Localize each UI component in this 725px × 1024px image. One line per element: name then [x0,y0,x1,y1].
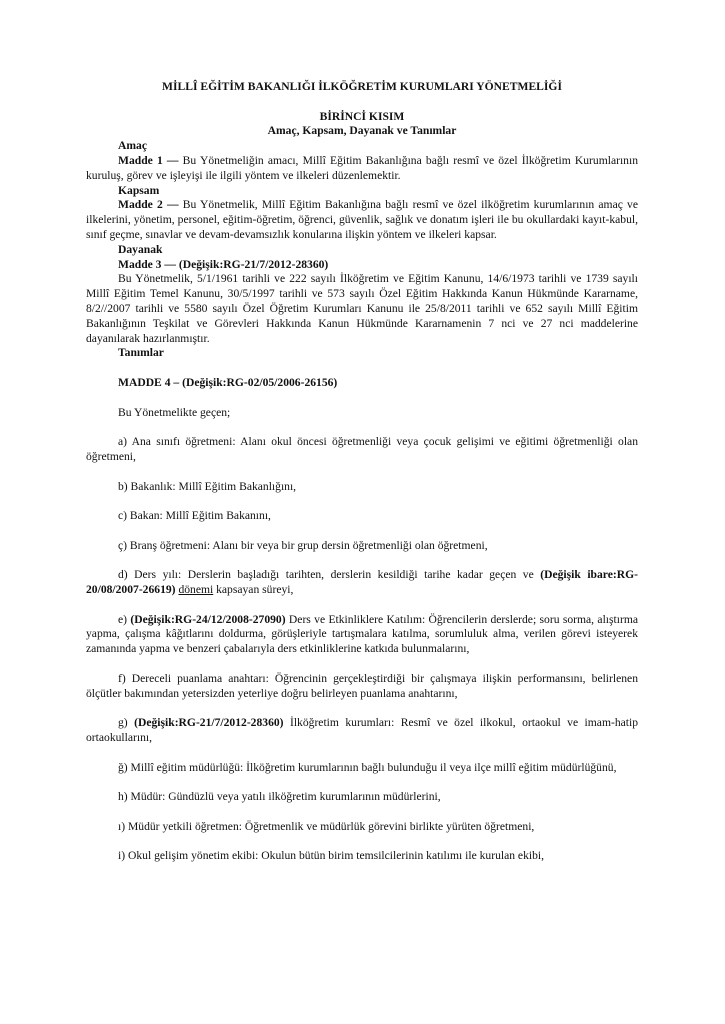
definition-g-letter: g) [118,716,135,730]
spacer [86,657,638,672]
definition-e-letter: e) [118,612,131,626]
section-heading-dayanak: Dayanak [118,242,163,256]
spacer [86,361,638,376]
definition-d-tail: kapsayan süreyi, [213,583,294,597]
definition-c: c) Bakan: Millî Eğitim Bakanını, [118,509,271,523]
definition-e-amendment: (Değişik:RG-24/12/2008-27090) [130,612,286,626]
article-2-text: Bu Yönetmelik, Millî Eğitim Bakanlığına bağlı resmî ve özel ilköğretim kurumlarının amaç ve ilkelerini, yönetim, personel, eğitim-öğretim, öğrenci, güvenlik, sağlık ve donatım işleri ile bu okullardaki kayıt-kabul, sınıf geçme, sınavlar ve devam-devamsızlık konularına ilişkin yöntem ve ilkeleri kapsar. [86,198,638,241]
definition-g-text: İlköğretim kurumları: Resmî ve özel ilkokul, ortaokul ve imam-hatip ortaokullarını, [86,716,639,745]
definition-a: a) Ana sınıfı öğretmeni: Alanı okul öncesi öğretmenliği veya çocuk gelişimi ve eğitimi öğretmenliği olan öğretmeni, [86,435,638,463]
article-1 [86,154,638,184]
definition-i: i) Okul gelişim yönetim ekibi: Okulun bütün birim temsilcilerinin katılımı ile kurulan ekibi, [118,849,545,863]
spacer [86,598,638,613]
spacer [86,494,638,509]
definition-cc: ç) Branş öğretmeni: Alanı bir veya bir grup dersin öğretmenliği olan öğretmeni, [118,538,488,552]
article-3-text: Bu Yönetmelik, 5/1/1961 tarihli ve 222 sayılı İlköğretim ve Eğitim Kanunu, 14/6/1973 tarihli ve 1739 sayılı Millî Eğitim Temel Kanunu, 30/5/1997 tarihli ve 573 sayılı Özel Eğitim Hakkında Kanun Hükmünde Kararname, 8/2//2007 tarihli ve 5580 sayılı Özel Öğretim Kurumları Kanunu ile 25/8/2011 tarihli ve 652 sayılı Millî Eğitim Bakanlığının Teşkilat ve Görevleri Hakkında Kanun Hükmünde Kararnamenin 7 nci ve 27 nci maddelerine dayanılarak hazırlanmıştır. [86,272,638,345]
spacer [86,701,638,716]
definition-e-text: Ders ve Etkinliklere Katılım: Öğrencilerin derslerde; soru sorma, alıştırma yapma, çalışma kâğıtlarını doldurma, görüşleriyle tartışmalara katılma, sorumluluk alma, verilen görevi isteyerek zamanında yapma ve benzeri çabalarıyla ders etkinliklerine katkıda bulunmalarını, [86,612,638,656]
definition-g-amendment: (Değişik:RG-21/7/2012-28360) [134,716,284,730]
article-1-label: Madde 1 — [118,153,179,167]
spacer [86,420,638,435]
article-3-label: Madde 3 — (Değişik:RG-21/7/2012-28360) [118,257,329,271]
article-2-label: Madde 2 — [118,198,179,212]
spacer [86,465,638,480]
definition-gg: ğ) Millî eğitim müdürlüğü: İlköğretim kurumlarının bağlı bulunduğu il veya ilçe millî eğitim müdürlüğünü, [118,760,617,774]
spacer [86,95,638,110]
definition-h: h) Müdür: Gündüzlü veya yatılı ilköğretim kurumlarının müdürlerini, [118,790,441,804]
definition-e [86,613,638,657]
definition-f: f) Dereceli puanlama anahtarı: Öğrencinin gerçekleştirdiği bir çalışmaya ilişkin performansını, belirlenen ölçütler bakımından yetersizden yeterliye doğru belirleyen puanlama anahtarını, [86,671,638,700]
document-page [86,80,638,864]
definition-d-text: d) Ders yılı: Derslerin başladığı tarihten, derslerin kesildiği tarihe kadar geçen ve [118,568,541,582]
definition-b: b) Bakanlık: Millî Eğitim Bakanlığını, [118,479,297,493]
spacer [86,835,638,850]
part-subheading: Amaç, Kapsam, Dayanak ve Tanımlar [267,124,457,138]
spacer [86,805,638,820]
definitions-intro: Bu Yönetmelikte geçen; [118,405,231,419]
definition-g [86,716,638,746]
section-heading-amac: Amaç [118,139,147,153]
spacer [86,391,638,406]
definition-d-underlined: dönemi [178,583,214,597]
spacer [86,775,638,790]
article-1-text: Bu Yönetmeliğin amacı, Millî Eğitim Bakanlığına bağlı resmî ve özel İlköğretim Kurumlarının kuruluş, görev ve işleyişi ile ilgili yöntem ve ilkeleri düzenlemektir. [86,153,638,182]
definition-i-dotless: ı) Müdür yetkili öğretmen: Öğretmenlik ve müdürlük görevini birlikte yürüten öğretmeni, [118,819,535,833]
spacer [86,524,638,539]
spacer [86,746,638,761]
spacer [86,554,638,569]
section-heading-tanimlar: Tanımlar [118,346,164,360]
definition-d [86,568,638,598]
article-2 [86,198,638,242]
section-heading-kapsam: Kapsam [118,183,160,197]
part-heading: BİRİNCİ KISIM [319,109,405,123]
definition-d-amendment: (Değişik ibare:RG-20/08/2007-26619) [86,568,638,597]
article-4-label: MADDE 4 – (Değişik:RG-02/05/2006-26156) [118,375,338,389]
document-title: MİLLÎ EĞİTİM BAKANLIĞI İLKÖĞRETİM KURUMLARI YÖNETMELİĞİ [162,80,562,93]
